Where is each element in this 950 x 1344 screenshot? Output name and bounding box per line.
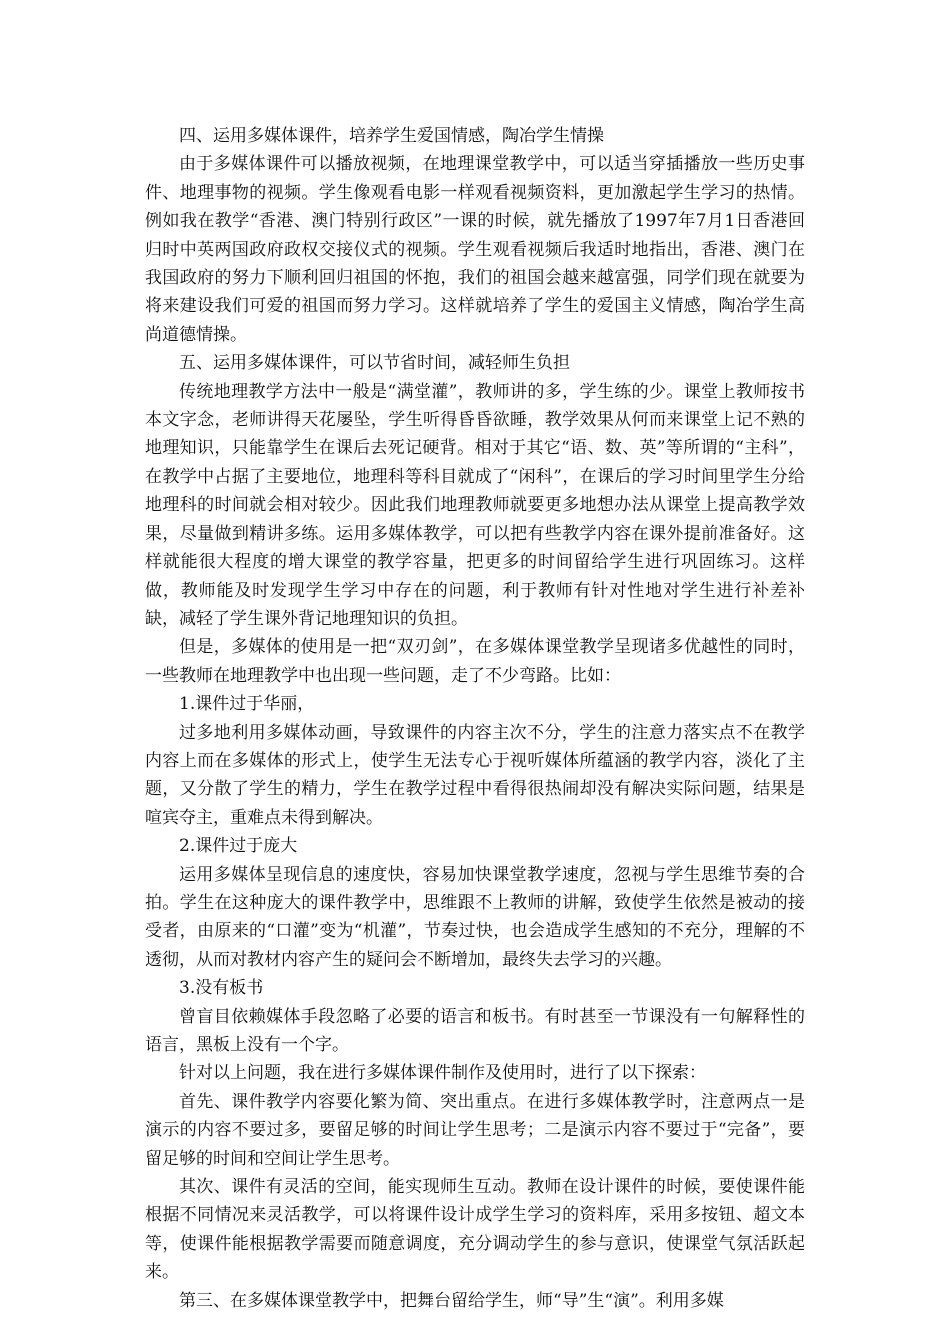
body-paragraph: 第三、在多媒体课堂教学中，把舞台留给学生，师“导”生“演”。利用多媒 xyxy=(179,1290,724,1311)
body-paragraph: 首先、课件教学内容要化繁为简、突出重点。在进行多媒体教学时，注意两点一是演示的内容不要过多，要留足够的时间让学生思考；二是演示内容不要过于“完备”，要留足够的时间和空间让学生思考。 xyxy=(145,1091,805,1169)
document-page xyxy=(145,122,805,1315)
body-paragraph: 由于多媒体课件可以播放视频，在地理课堂教学中，可以适当穿插播放一些历史事件、地理事物的视频。学生像观看电影一样观看视频资料，更加激起学生学习的热情。例如我在教学“香港、澳门特别行政区”一课的时候，就先播放了1997年7月1日香港回归时中英两国政府政权交接仪式的视频。学生观看视频后我适时地指出，香港、澳门在我国政府的努力下顺利回归祖国的怀抱，我们的祖国会越来越富强，同学们现在就要为将来建设我们可爱的祖国而努力学习。这样就培养了学生的爱国主义情感，陶冶学生高尚道德情操。 xyxy=(145,154,805,345)
body-paragraph: 过多地利用多媒体动画，导致课件的内容主次不分，学生的注意力落实点不在教学内容上而在多媒体的形式上，使学生无法专心于视听媒体所蕴涵的教学内容，淡化了主题，又分散了学生的精力，学生在教学过程中看得很热闹却没有解决实际问题，结果是喧宾夺主，重难点未得到解决。 xyxy=(145,722,805,828)
body-paragraph: 针对以上问题，我在进行多媒体课件制作及使用时，进行了以下探索： xyxy=(179,1063,706,1084)
body-paragraph: 但是，多媒体的使用是一把“双刃剑”，在多媒体课堂教学呈现诸多优越性的同时，一些教师在地理教学中也出现一些问题，走了不少弯路。比如： xyxy=(145,637,805,686)
problem-heading-3: 3.没有板书 xyxy=(179,978,264,999)
body-paragraph: 传统地理教学方法中一般是“满堂灌”，教师讲的多，学生练的少。课堂上教师按书本文字念，老师讲得天花屡坠，学生听得昏昏欲睡，教学效果从何而来课堂上记不熟的地理知识，只能靠学生在课后去死记硬背。相对于其它“语、数、英”等所谓的“主科”，在教学中占据了主要地位，地理科等科目就成了“闲科”，在课后的学习时间里学生分给地理科的时间就会相对较少。因此我们地理教师就要更多地想办法从课堂上提高教学效果，尽量做到精讲多练。运用多媒体教学，可以把有些教学内容在课外提前准备好。这样就能很大程度的增大课堂的教学容量，把更多的时间留给学生进行巩固练习。这样做，教师能及时发现学生学习中存在的问题，利于教师有针对性地对学生进行补差补缺，减轻了学生课外背记地理知识的负担。 xyxy=(145,381,805,629)
body-paragraph: 曾盲目依赖媒体手段忽略了必要的语言和板书。有时甚至一节课没有一句解释性的语言，黑板上没有一个字。 xyxy=(145,1006,805,1055)
body-paragraph: 其次、课件有灵活的空间，能实现师生互动。教师在设计课件的时候，要使课件能根据不同情况来灵活教学，可以将课件设计成学生学习的资料库，采用多按钮、超文本 等，使课件能根据教学需要而随意调度，充分调动学生的参与意识，使课堂气氛活跃起来。 xyxy=(145,1177,805,1283)
body-paragraph: 运用多媒体呈现信息的速度快，容易加快课堂教学速度，忽视与学生思维节奏的合拍。学生在这种庞大的课件教学中，思维跟不上教师的讲解，致使学生依然是被动的接受者，由原来的“口灌”变为“机灌”，节奏过快，也会造成学生感知的不充分，理解的不透彻，从而对教材内容产生的疑问会不断增加，最终失去学习的兴趣。 xyxy=(145,864,805,970)
problem-heading-1: 1.课件过于华丽， xyxy=(179,694,315,715)
section-heading-four: 四、运用多媒体课件，培养学生爱国情感，陶冶学生情操 xyxy=(179,126,604,146)
section-heading-five: 五、运用多媒体课件，可以节省时间，减轻师生负担 xyxy=(179,353,570,374)
problem-heading-2: 2.课件过于庞大 xyxy=(179,836,298,857)
